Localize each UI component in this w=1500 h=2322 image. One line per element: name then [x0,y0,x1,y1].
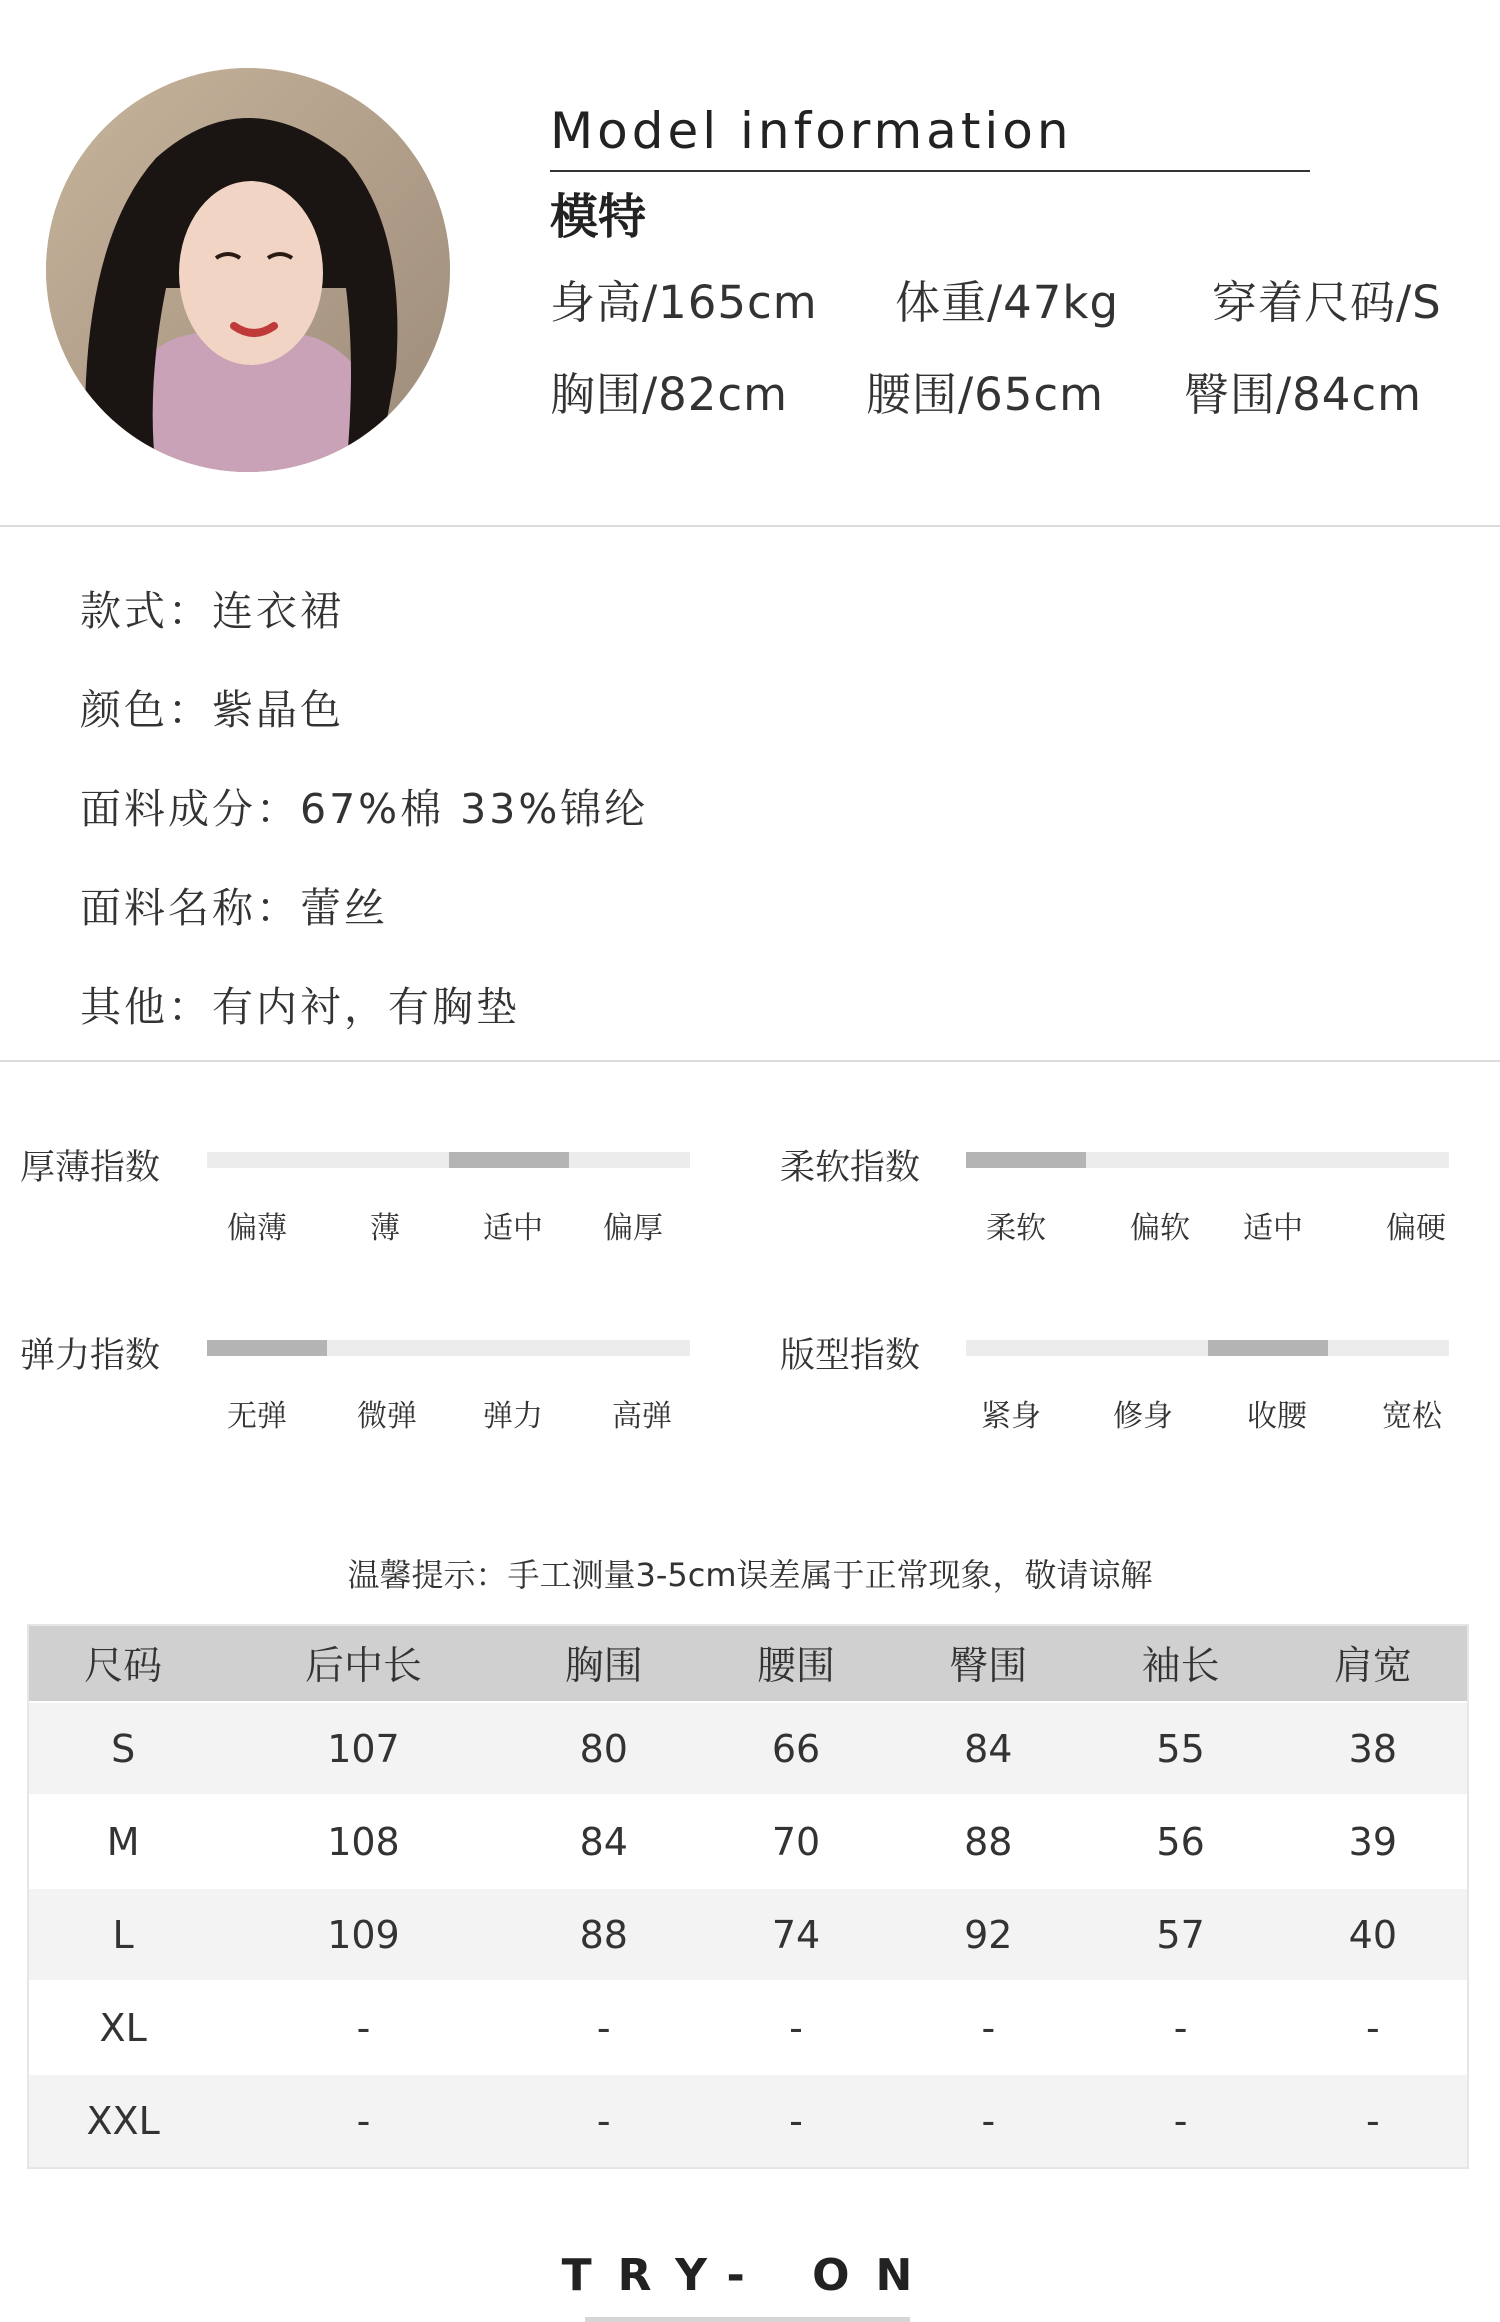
table-cell: M [27,1795,219,1888]
table-cell: 74 [700,1888,892,1981]
header-hip: 臀围 [892,1624,1084,1702]
title-underline [550,170,1310,172]
table-cell: 108 [219,1795,507,1888]
softness-index-level [966,1152,1086,1168]
header-back-length: 后中长 [219,1624,507,1702]
table-cell: 39 [1277,1795,1469,1888]
header-sleeve-length: 袖长 [1084,1624,1276,1702]
table-cell: 56 [1084,1795,1276,1888]
model-bust: 胸围/82cm [550,368,788,421]
softness-option: 柔软 [986,1211,1046,1246]
table-cell: 40 [1277,1888,1469,1981]
table-row [27,1888,1469,1981]
thickness-option: 薄 [370,1211,400,1246]
table-cell: 66 [700,1702,892,1795]
thickness-option: 适中 [483,1211,543,1246]
elasticity-option: 微弹 [357,1399,417,1434]
model-avatar [46,68,450,472]
softness-index-bar [966,1152,1449,1168]
spec-fabric-name: 面料名称：蕾丝 [80,884,388,932]
table-cell: 55 [1084,1702,1276,1795]
elasticity-option: 高弹 [612,1399,672,1434]
header-bust: 胸围 [508,1624,700,1702]
table-cell: 84 [508,1795,700,1888]
try-on-underline [585,2317,910,2322]
model-hip: 臀围/84cm [1184,368,1422,421]
spec-color: 颜色：紫晶色 [80,686,344,734]
fit-index-label: 版型指数 [780,1336,921,1376]
table-cell: - [219,2074,507,2167]
table-row [27,1702,1469,1795]
section-divider [0,1060,1500,1062]
table-cell: 107 [219,1702,507,1795]
fit-index-bar [966,1340,1449,1356]
try-on-heading: TRY- ON [561,2250,939,2301]
section-divider [0,525,1500,527]
elasticity-option: 弹力 [483,1399,543,1434]
elasticity-option: 无弹 [227,1399,287,1434]
size-table-header [27,1624,1469,1702]
elasticity-index-bar [207,1340,690,1356]
fit-option: 宽松 [1382,1399,1442,1434]
model-weight: 体重/47kg [895,276,1120,329]
softness-option: 偏硬 [1386,1211,1446,1246]
table-row [27,2074,1469,2167]
table-cell: - [219,1981,507,2074]
spec-other: 其他：有内衬，有胸垫 [80,983,520,1031]
table-cell: - [508,1981,700,2074]
model-wearing-size: 穿着尺码/S [1212,276,1442,329]
table-cell: L [27,1888,219,1981]
softness-option: 适中 [1243,1211,1303,1246]
softness-index-label: 柔软指数 [780,1148,921,1188]
table-cell: 70 [700,1795,892,1888]
table-cell: - [892,1981,1084,2074]
thickness-index-label: 厚薄指数 [20,1148,161,1188]
thickness-index-level [449,1152,569,1168]
table-cell: - [1084,1981,1276,2074]
table-cell: - [508,2074,700,2167]
table-cell: XXL [27,2074,219,2167]
model-info-title: Model information [550,102,1073,160]
thickness-option: 偏厚 [603,1211,663,1246]
table-cell: 80 [508,1702,700,1795]
header-waist: 腰围 [700,1624,892,1702]
spec-fabric-composition: 面料成分：67%棉 33%锦纶 [80,785,649,833]
spec-style: 款式：连衣裙 [80,587,344,635]
table-cell: S [27,1702,219,1795]
table-cell: 109 [219,1888,507,1981]
measurement-tip: 温馨提示：手工测量3-5cm误差属于正常现象，敬请谅解 [347,1556,1153,1594]
table-cell: - [700,1981,892,2074]
fit-option: 紧身 [981,1399,1041,1434]
fit-index-level [1208,1340,1328,1356]
softness-option: 偏软 [1130,1211,1190,1246]
elasticity-index-level [207,1340,327,1356]
header-shoulder-width: 肩宽 [1277,1624,1469,1702]
table-cell: 88 [508,1888,700,1981]
table-cell: - [1277,2074,1469,2167]
table-cell: 88 [892,1795,1084,1888]
table-cell: 57 [1084,1888,1276,1981]
table-cell: - [1277,1981,1469,2074]
table-cell: XL [27,1981,219,2074]
header-size: 尺码 [27,1624,219,1702]
table-cell: 92 [892,1888,1084,1981]
table-row [27,1795,1469,1888]
table-cell: 84 [892,1702,1084,1795]
fit-option: 收腰 [1247,1399,1307,1434]
fit-option: 修身 [1113,1399,1173,1434]
table-cell: - [1084,2074,1276,2167]
elasticity-index-label: 弹力指数 [20,1336,161,1376]
table-cell: - [892,2074,1084,2167]
model-height: 身高/165cm [550,276,818,329]
table-cell: 38 [1277,1702,1469,1795]
model-waist: 腰围/65cm [866,368,1104,421]
model-photo-placeholder [46,68,450,472]
table-row [27,1981,1469,2074]
thickness-index-bar [207,1152,690,1168]
table-cell: - [700,2074,892,2167]
thickness-option: 偏薄 [227,1211,287,1246]
size-table [27,1624,1469,2167]
model-info-subtitle: 模特 [550,189,647,245]
